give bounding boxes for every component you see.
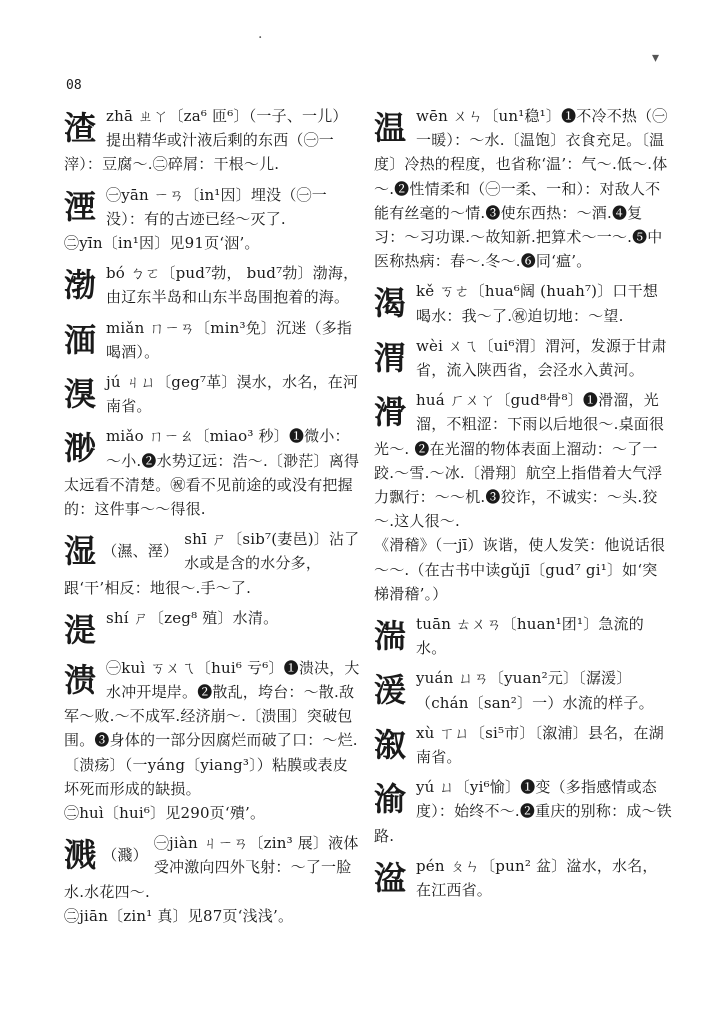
headword: 渝 <box>374 780 407 819</box>
entry-definition: shí ㄕ〔zeg⁸ 殖〕水清。 <box>106 608 279 627</box>
headword: 湎 <box>64 320 97 359</box>
page-number: 08 <box>66 78 82 93</box>
entry-definition: wèi ㄨㄟ〔ui⁶渭〕渭河，发源于甘肃省，流入陕西省，会泾水入黄河。 <box>416 336 667 380</box>
entry-definition: jú ㄐㄩ〔geg⁷革〕湨水，水名，在河南省。 <box>106 373 359 416</box>
dictionary-entry <box>374 721 672 769</box>
dictionary-entry <box>64 370 360 418</box>
dictionary-entry <box>64 316 360 364</box>
headword: 渺 <box>64 429 97 468</box>
dictionary-entry <box>64 831 360 928</box>
headword: 湓 <box>374 858 407 897</box>
scan-arrow-icon: ▾ <box>652 50 660 66</box>
headword: 滑 <box>374 393 407 432</box>
dictionary-entry <box>64 606 360 650</box>
entry-definition: yuán ㄩㄢ〔yuan²元〕〔潺湲〕（chán〔san²〕一）水流的样子。 <box>416 669 654 712</box>
headword-variant: （濺） <box>102 846 148 865</box>
headword: 渭 <box>374 338 407 377</box>
headword: 渤 <box>64 266 97 305</box>
entry-definition: xù ㄒㄩ〔si⁵市〕〔溆浦〕县名，在湖南省。 <box>416 723 664 767</box>
headword: 溆 <box>374 725 407 764</box>
entry-definition: yú ㄩ〔yi⁶愉〕❶变（多指感情或态度）：始终不～.❷重庆的别称：成～铁路. <box>374 778 672 845</box>
dictionary-entry <box>374 666 672 714</box>
entry-definition: pén ㄆㄣ〔pun² 盆〕湓水，水名，在江西省。 <box>416 856 658 900</box>
entry-definition: zhā ㄓㄚ〔za⁶ 匝⁶〕（一子、一儿）提出精华或汁液后剩的东西（㊀一滓）：豆腐～.㊁碎屑：干根～儿. <box>64 107 348 174</box>
entry-definition: ㊀kuì ㄎㄨㄟ〔hui⁶ 亏⁶〕❶溃决，大水冲开堤岸。❷散乱，垮台：～散.敌军～败.～不成军.经济崩～.〔溃围〕突破包围。❸身体的一部分因腐烂而破了口：～烂.〔溃疡〕（一yáng〔yiang³〕）粘膜或表皮坏死而形成的缺损。 <box>64 658 360 798</box>
entry-subsense: ㊁huì〔hui⁶〕见290页‘殨’。 <box>64 804 266 823</box>
entry-definition: bó ㄅㄛ〔pud⁷勃， bud⁷勃〕渤海，由辽东半岛和山东半岛围抱着的海。 <box>106 264 359 307</box>
headword: 湍 <box>374 617 407 656</box>
headword: 湮 <box>64 187 97 226</box>
dictionary-entry <box>374 279 672 327</box>
dictionary-entry <box>374 775 672 848</box>
dictionary-entry <box>64 527 360 600</box>
entry-subsense: ㊁yīn〔in¹因〕见91页‘洇’。 <box>64 234 260 253</box>
entry-definition: wēn ㄨㄣ〔un¹稳¹〕❶不冷不热（㊀一暖）：～水.〔温饱〕衣食充足。〔温度〕冷热的程度，也省称‘温’：气～.低～.体～.❷性情柔和（㊀一柔、一和）：对敌人不能有丝毫的～情.❸使东西热：～酒.❹复习：～习功课.～故知新.把算术～一～.❺中医称热病：春～.冬～.❻同‘瘟’。 <box>374 107 668 271</box>
entry-definition: tuān ㄊㄨㄢ〔huan¹团¹〕急流的水。 <box>416 615 645 658</box>
right-column <box>374 104 672 908</box>
headword: 渴 <box>374 284 407 323</box>
dictionary-entry <box>374 854 672 902</box>
headword: 湲 <box>374 671 407 710</box>
headword: 湿 <box>64 532 97 571</box>
dictionary-entry <box>64 656 360 825</box>
scan-dot: · <box>258 30 263 46</box>
entry-definition: kě ㄎㄜ〔hua⁶阔 (huah⁷)〕口干想喝水：我～了.㊗迫切地：～望. <box>416 282 659 325</box>
entry-definition: miǎo ㄇㄧㄠ〔miao³ 秒〕❶微小：～小.❷水势辽远：浩～.〔渺茫〕离得太远看不清楚。㊗看不见前途的或没有把握的：这件事～～得很. <box>64 427 360 519</box>
dictionary-entry <box>374 388 672 606</box>
dictionary-entry <box>64 424 360 521</box>
headword: 溃 <box>64 660 97 699</box>
entry-definition: miǎn ㄇㄧㄢ〔min³免〕沉迷（多指喝酒）。 <box>106 318 353 361</box>
headword: 温 <box>374 109 407 147</box>
dictionary-entry <box>64 104 360 177</box>
entry-subsense: ㊁jiān〔zin¹ 真〕见87页‘浅浅’。 <box>64 906 294 925</box>
dictionary-entry <box>374 104 672 273</box>
entry-subsense: 《滑稽》（一jī）诙谐，使人发笑：他说话很～～.（在古书中读gǔjī〔gud⁷ gi¹〕如‘突梯滑稽’。） <box>374 536 666 603</box>
dictionary-entry <box>374 334 672 382</box>
left-column <box>64 104 360 934</box>
entry-definition: shī ㄕ〔sib⁷(妻邑)〕沾了水或是含的水分多，跟‘干’相反：地很～.手～了. <box>64 530 360 597</box>
headword: 渣 <box>64 109 97 147</box>
headword-variant: （濕、溼） <box>102 542 179 561</box>
dictionary-entry <box>64 261 360 309</box>
dictionary-entry <box>374 612 672 660</box>
headword: 溅 <box>64 836 97 875</box>
entry-definition: ㊀yān ㄧㄢ〔in¹因〕埋没（㊀一没）：有的古迹已经～灭了. <box>106 185 327 228</box>
entry-definition: ㊀jiàn ㄐㄧㄢ〔zin³ 展〕液体受冲激向四外飞射：～了一脸水.水花四～. <box>64 834 359 901</box>
dictionary-entry <box>64 183 360 256</box>
headword: 湜 <box>64 610 97 649</box>
entry-definition: huá ㄏㄨㄚ〔gud⁸骨⁸〕❶滑溜，光溜，不粗涩：下雨以后地很～.桌面很光～. ❷在光溜的物体表面上溜动：～了一跤.～雪.～冰.〔滑翔〕航空上指借着大气浮力飘行：～～机.❸狡诈，不诚实：～头.狡～.这人很～. <box>374 391 665 531</box>
headword: 湨 <box>64 375 97 414</box>
